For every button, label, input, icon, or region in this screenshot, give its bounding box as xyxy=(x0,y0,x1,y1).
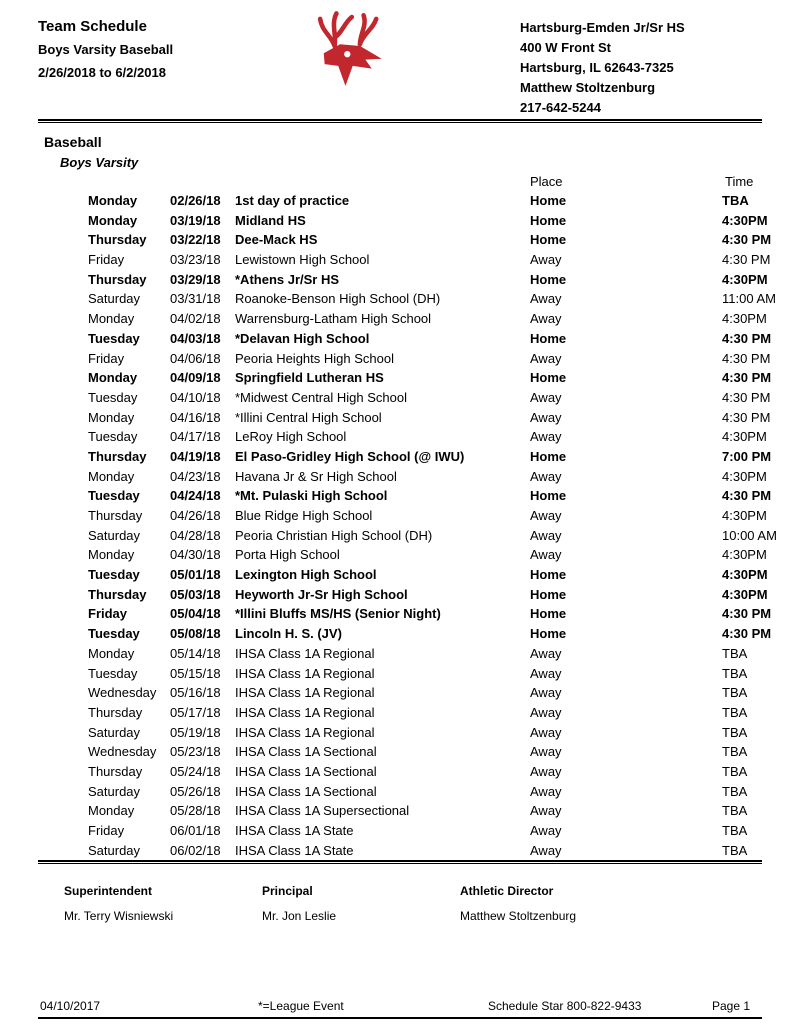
row-date: 04/17/18 xyxy=(170,429,221,445)
schedule-row xyxy=(38,585,768,605)
row-day: Tuesday xyxy=(88,626,140,642)
row-place: Away xyxy=(530,409,562,425)
row-event: Lincoln H. S. (JV) xyxy=(235,626,342,642)
row-event: IHSA Class 1A Regional xyxy=(235,724,375,740)
row-place: Home xyxy=(530,193,567,208)
schedule-row xyxy=(38,604,772,624)
row-event: *Illini Bluffs MS/HS (Senior Night) xyxy=(235,606,441,622)
schedule-row xyxy=(38,664,762,684)
row-event: IHSA Class 1A Supersectional xyxy=(235,803,410,819)
row-place: Home xyxy=(530,626,567,642)
footer-legend: *=League Event xyxy=(258,999,344,1013)
schedule-row xyxy=(38,545,767,565)
row-place: Away xyxy=(530,783,562,799)
row-day: Tuesday xyxy=(88,567,140,583)
row-time: 4:30 PM xyxy=(722,330,772,346)
row-date: 03/19/18 xyxy=(170,212,221,228)
schedule-row xyxy=(38,841,762,861)
row-event: IHSA Class 1A Regional xyxy=(235,665,375,681)
row-day: Saturday xyxy=(88,527,141,543)
schedule-row xyxy=(38,191,762,211)
row-day: Saturday xyxy=(88,724,141,740)
row-place: Home xyxy=(530,370,567,386)
row-place: Away xyxy=(530,429,562,445)
row-day: Friday xyxy=(88,252,125,268)
row-time: TBA xyxy=(722,744,748,760)
schedule-row xyxy=(38,703,762,723)
row-time: TBA xyxy=(722,704,748,720)
schedule-row xyxy=(38,211,768,231)
header-divider xyxy=(38,119,762,123)
row-place: Away xyxy=(530,744,562,760)
row-event: Midland HS xyxy=(235,212,306,228)
row-date: 04/10/18 xyxy=(170,389,221,405)
staff-name: Mr. Jon Leslie xyxy=(262,909,337,923)
footer-page-number: Page 1 xyxy=(712,999,751,1013)
row-date: 03/23/18 xyxy=(170,252,221,268)
row-time: TBA xyxy=(722,783,748,799)
report-header-left xyxy=(38,18,173,88)
row-day: Tuesday xyxy=(88,429,138,445)
table-column-headers xyxy=(38,174,762,190)
row-time: TBA xyxy=(722,685,748,701)
row-place: Away xyxy=(530,252,562,268)
row-time: 4:30PM xyxy=(722,311,767,327)
row-event: Blue Ridge High School xyxy=(235,508,373,523)
row-day: Friday xyxy=(88,823,125,838)
contact-name: Matthew Stoltzenburg xyxy=(520,80,656,95)
row-event: Havana Jr & Sr High School xyxy=(235,468,397,484)
row-day: Saturday xyxy=(88,783,141,799)
row-date: 05/19/18 xyxy=(170,724,221,740)
row-time: 7:00 PM xyxy=(722,448,772,464)
row-time: 4:30PM xyxy=(722,567,768,583)
row-time: TBA xyxy=(722,823,748,838)
row-date: 02/26/18 xyxy=(170,193,221,208)
row-day: Monday xyxy=(88,212,138,228)
row-place: Away xyxy=(530,665,562,681)
row-date: 05/15/18 xyxy=(170,665,221,681)
team-level-heading: Boys Varsity xyxy=(60,155,139,170)
row-place: Home xyxy=(530,330,567,346)
row-place: Home xyxy=(530,488,567,504)
row-place: Home xyxy=(530,271,567,287)
row-place: Home xyxy=(530,448,567,464)
row-event: Warrensburg-Latham High School xyxy=(235,311,432,327)
schedule-row xyxy=(38,683,762,703)
staff-superintendent xyxy=(64,884,173,923)
row-date: 04/30/18 xyxy=(170,547,221,563)
schedule-row xyxy=(38,230,772,250)
row-day: Thursday xyxy=(88,448,147,464)
row-day: Monday xyxy=(88,370,138,386)
row-day: Thursday xyxy=(88,586,147,602)
school-name: Hartsburg-Emden Jr/Sr HS xyxy=(520,20,685,35)
row-place: Away xyxy=(530,685,562,701)
column-header-time: Time xyxy=(725,174,754,189)
row-day: Monday xyxy=(88,547,135,563)
row-time: TBA xyxy=(722,842,748,858)
row-date: 05/23/18 xyxy=(170,744,221,760)
row-event: Roanoke-Benson High School (DH) xyxy=(235,291,441,307)
sport-heading: Baseball xyxy=(44,134,102,150)
row-day: Tuesday xyxy=(88,389,138,405)
schedule-row xyxy=(38,408,771,428)
staff-athletic-director xyxy=(460,884,576,923)
schedule-row xyxy=(38,486,772,506)
row-date: 06/02/18 xyxy=(170,842,221,858)
row-time: 4:30 PM xyxy=(722,350,771,366)
schedule-rows xyxy=(38,191,777,860)
row-day: Thursday xyxy=(88,271,147,287)
row-time: 11:00 AM xyxy=(722,291,776,307)
footer-divider xyxy=(38,1017,762,1019)
row-time: 4:30 PM xyxy=(722,252,771,268)
staff-title: Superintendent xyxy=(64,884,153,898)
row-event: IHSA Class 1A State xyxy=(235,823,354,838)
school-mascot-logo xyxy=(300,8,400,96)
row-event: IHSA Class 1A Regional xyxy=(235,645,375,661)
schedule-row xyxy=(38,368,772,388)
row-day: Tuesday xyxy=(88,330,140,346)
row-day: Friday xyxy=(88,350,125,366)
row-event: 1st day of practice xyxy=(235,193,350,208)
row-place: Away xyxy=(530,508,562,523)
schedule-row xyxy=(38,565,768,585)
row-day: Thursday xyxy=(88,232,147,248)
row-date: 04/24/18 xyxy=(170,488,221,504)
row-day: Monday xyxy=(88,645,135,661)
row-event: LeRoy High School xyxy=(235,429,347,445)
row-day: Thursday xyxy=(88,763,143,779)
row-time: 4:30 PM xyxy=(722,409,771,425)
row-date: 05/08/18 xyxy=(170,626,221,642)
row-date: 05/03/18 xyxy=(170,586,221,602)
row-time: TBA xyxy=(722,193,749,208)
row-time: TBA xyxy=(722,763,748,779)
school-address-line1: 400 W Front St xyxy=(520,40,612,55)
team-name: Boys Varsity Baseball xyxy=(38,42,174,57)
staff-title: Principal xyxy=(262,884,313,898)
row-time: 4:30PM xyxy=(722,429,767,445)
row-place: Home xyxy=(530,232,567,248)
report-header-right xyxy=(520,18,685,118)
row-event: IHSA Class 1A Sectional xyxy=(235,763,377,779)
row-date: 04/28/18 xyxy=(170,527,221,543)
row-day: Monday xyxy=(88,311,135,327)
row-time: 4:30PM xyxy=(722,212,768,228)
row-day: Thursday xyxy=(88,508,143,523)
footer-vendor: Schedule Star 800-822-9433 xyxy=(488,999,642,1013)
row-place: Away xyxy=(530,350,562,366)
row-time: 4:30 PM xyxy=(722,606,772,622)
row-place: Away xyxy=(530,823,562,838)
row-event: *Midwest Central High School xyxy=(235,389,407,405)
row-place: Home xyxy=(530,212,567,228)
row-time: 4:30 PM xyxy=(722,626,772,642)
schedule-row xyxy=(38,782,762,802)
row-event: Springfield Lutheran HS xyxy=(235,370,384,386)
row-time: 4:30PM xyxy=(722,586,768,602)
row-day: Monday xyxy=(88,468,135,484)
row-time: 4:30 PM xyxy=(722,488,772,504)
row-date: 03/29/18 xyxy=(170,271,221,287)
row-time: 4:30 PM xyxy=(722,389,771,405)
row-place: Away xyxy=(530,763,562,779)
row-place: Away xyxy=(530,724,562,740)
footer-print-date: 04/10/2017 xyxy=(40,999,101,1013)
row-day: Tuesday xyxy=(88,665,138,681)
page-footer xyxy=(38,999,762,1015)
schedule-row xyxy=(38,447,772,467)
row-date: 05/17/18 xyxy=(170,704,221,720)
staff-name: Matthew Stoltzenburg xyxy=(460,909,577,923)
schedule-row xyxy=(38,762,762,782)
schedule-row xyxy=(38,644,762,664)
row-day: Saturday xyxy=(88,842,141,858)
row-date: 06/01/18 xyxy=(170,823,221,838)
schedule-row xyxy=(38,388,771,408)
row-place: Away xyxy=(530,389,562,405)
row-day: Friday xyxy=(88,606,128,622)
report-title: Team Schedule xyxy=(38,18,147,35)
row-place: Away xyxy=(530,704,562,720)
row-event: IHSA Class 1A Sectional xyxy=(235,744,377,760)
staff-title: Athletic Director xyxy=(460,884,554,898)
schedule-row xyxy=(38,742,762,762)
row-date: 04/09/18 xyxy=(170,370,221,386)
row-place: Away xyxy=(530,803,562,819)
schedule-row xyxy=(38,329,772,349)
row-day: Thursday xyxy=(88,704,143,720)
schedule-row xyxy=(38,821,762,841)
row-place: Home xyxy=(530,567,567,583)
row-place: Home xyxy=(530,586,567,602)
row-time: TBA xyxy=(722,803,748,819)
row-day: Monday xyxy=(88,803,135,819)
row-time: TBA xyxy=(722,645,748,661)
row-date: 05/01/18 xyxy=(170,567,221,583)
row-day: Monday xyxy=(88,193,138,208)
row-event: IHSA Class 1A Regional xyxy=(235,704,375,720)
row-time: 4:30PM xyxy=(722,547,767,563)
row-time: TBA xyxy=(722,724,748,740)
row-date: 04/19/18 xyxy=(170,448,221,464)
schedule-row xyxy=(38,723,762,743)
row-time: 4:30PM xyxy=(722,468,767,484)
row-event: *Mt. Pulaski High School xyxy=(235,488,388,504)
row-date: 04/26/18 xyxy=(170,508,221,523)
row-event: Dee-Mack HS xyxy=(235,232,318,248)
row-event: Porta High School xyxy=(235,547,340,563)
schedule-row xyxy=(38,289,776,309)
row-place: Away xyxy=(530,468,562,484)
row-date: 04/02/18 xyxy=(170,311,221,327)
row-place: Away xyxy=(530,547,562,563)
row-event: Lewistown High School xyxy=(235,252,370,268)
staff-name: Mr. Terry Wisniewski xyxy=(64,909,174,923)
table-end-divider xyxy=(38,860,762,864)
row-day: Wednesday xyxy=(88,744,157,760)
row-day: Wednesday xyxy=(88,685,157,701)
row-event: Peoria Christian High School (DH) xyxy=(235,527,433,543)
row-event: Heyworth Jr-Sr High School xyxy=(235,586,408,602)
row-place: Away xyxy=(530,645,562,661)
row-event: IHSA Class 1A Regional xyxy=(235,685,375,701)
row-time: 10:00 AM xyxy=(722,527,777,543)
row-place: Away xyxy=(530,527,562,543)
row-date: 03/22/18 xyxy=(170,232,221,248)
row-day: Saturday xyxy=(88,291,141,307)
row-day: Tuesday xyxy=(88,488,140,504)
row-date: 05/14/18 xyxy=(170,645,221,661)
row-event: Lexington High School xyxy=(235,567,377,583)
contact-phone: 217-642-5244 xyxy=(520,100,601,115)
date-range: 2/26/2018 to 6/2/2018 xyxy=(38,65,166,80)
row-place: Away xyxy=(530,291,562,307)
row-event: *Illini Central High School xyxy=(235,409,382,425)
row-date: 03/31/18 xyxy=(170,291,221,307)
row-event: *Delavan High School xyxy=(235,330,370,346)
schedule-row xyxy=(38,526,777,546)
row-date: 05/04/18 xyxy=(170,606,221,622)
column-header-place: Place xyxy=(530,174,563,189)
row-event: IHSA Class 1A Sectional xyxy=(235,783,377,799)
row-place: Away xyxy=(530,842,562,858)
schedule-row xyxy=(38,427,767,447)
row-event: *Athens Jr/Sr HS xyxy=(235,271,340,287)
row-event: El Paso-Gridley High School (@ IWU) xyxy=(235,448,465,464)
row-date: 05/24/18 xyxy=(170,763,221,779)
school-address-line2: Hartsburg, IL 62643-7325 xyxy=(520,60,674,75)
row-date: 04/23/18 xyxy=(170,468,221,484)
row-time: 4:30 PM xyxy=(722,232,772,248)
row-event: Peoria Heights High School xyxy=(235,350,394,366)
schedule-row xyxy=(38,506,767,526)
row-place: Home xyxy=(530,606,567,622)
row-date: 04/06/18 xyxy=(170,350,221,366)
stag-mascot-icon xyxy=(300,8,400,94)
schedule-row xyxy=(38,270,768,290)
schedule-row xyxy=(38,309,767,329)
schedule-row xyxy=(38,801,762,821)
row-time: 4:30PM xyxy=(722,271,768,287)
schedule-row xyxy=(38,624,772,644)
row-date: 05/26/18 xyxy=(170,783,221,799)
row-date: 04/16/18 xyxy=(170,409,221,425)
row-time: 4:30 PM xyxy=(722,370,772,386)
row-date: 05/16/18 xyxy=(170,685,221,701)
row-event: IHSA Class 1A State xyxy=(235,842,354,858)
row-place: Away xyxy=(530,311,562,327)
schedule-row xyxy=(38,467,767,487)
staff-principal xyxy=(262,884,336,923)
row-date: 04/03/18 xyxy=(170,330,221,346)
row-time: 4:30PM xyxy=(722,508,767,523)
row-day: Monday xyxy=(88,409,135,425)
schedule-row xyxy=(38,250,771,270)
row-time: TBA xyxy=(722,665,748,681)
schedule-row xyxy=(38,349,771,369)
row-date: 05/28/18 xyxy=(170,803,221,819)
